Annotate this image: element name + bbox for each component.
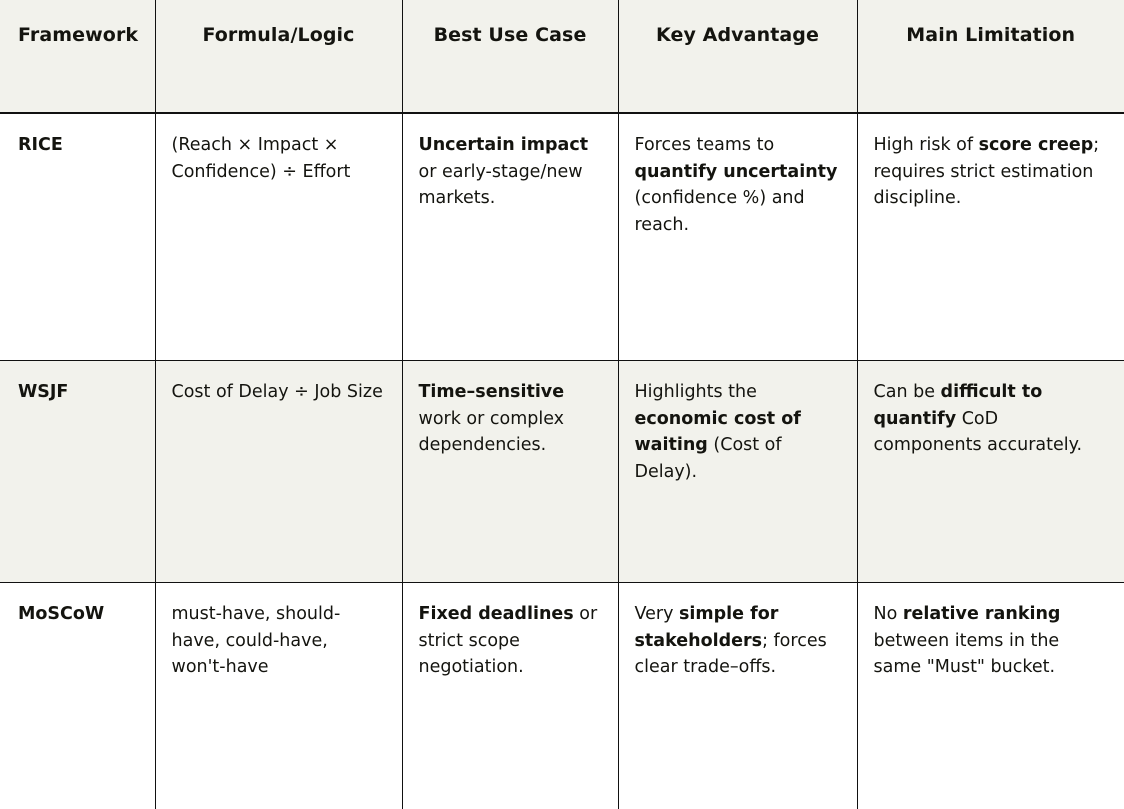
table-row — [0, 113, 1124, 361]
cell-framework: RICE — [0, 113, 155, 361]
cell-key-advantage: Very simple for stakeholders; forces clear trade–offs. — [618, 583, 857, 809]
cell-main-limitation: No relative ranking between items in the same "Must" bucket. — [857, 583, 1124, 809]
table-header — [0, 0, 1124, 113]
column-header-framework: Framework — [0, 0, 155, 113]
cell-key-advantage: Forces teams to quantify uncertainty (confidence %) and reach. — [618, 113, 857, 361]
column-header-formula-logic: Formula/Logic — [155, 0, 402, 113]
cell-formula-logic: must-have, should-have, could-have, won't-have — [155, 583, 402, 809]
column-header-best-use-case: Best Use Case — [402, 0, 618, 113]
cell-key-advantage: Highlights the economic cost of waiting (Cost of Delay). — [618, 361, 857, 583]
column-header-main-limitation: Main Limitation — [857, 0, 1124, 113]
cell-best-use-case: Fixed deadlines or strict scope negotiation. — [402, 583, 618, 809]
cell-best-use-case: Uncertain impact or early-stage/new markets. — [402, 113, 618, 361]
cell-formula-logic: (Reach × Impact × Confidence) ÷ Effort — [155, 113, 402, 361]
table-body — [0, 113, 1124, 809]
cell-formula-logic: Cost of Delay ÷ Job Size — [155, 361, 402, 583]
column-header-key-advantage: Key Advantage — [618, 0, 857, 113]
table-row — [0, 583, 1124, 809]
cell-main-limitation: High risk of score creep; requires strict estimation discipline. — [857, 113, 1124, 361]
cell-main-limitation: Can be difficult to quantify CoD components accurately. — [857, 361, 1124, 583]
cell-framework: WSJF — [0, 361, 155, 583]
table-row — [0, 361, 1124, 583]
table-header-row — [0, 0, 1124, 113]
cell-framework: MoSCoW — [0, 583, 155, 809]
cell-best-use-case: Time–sensitive work or complex dependencies. — [402, 361, 618, 583]
